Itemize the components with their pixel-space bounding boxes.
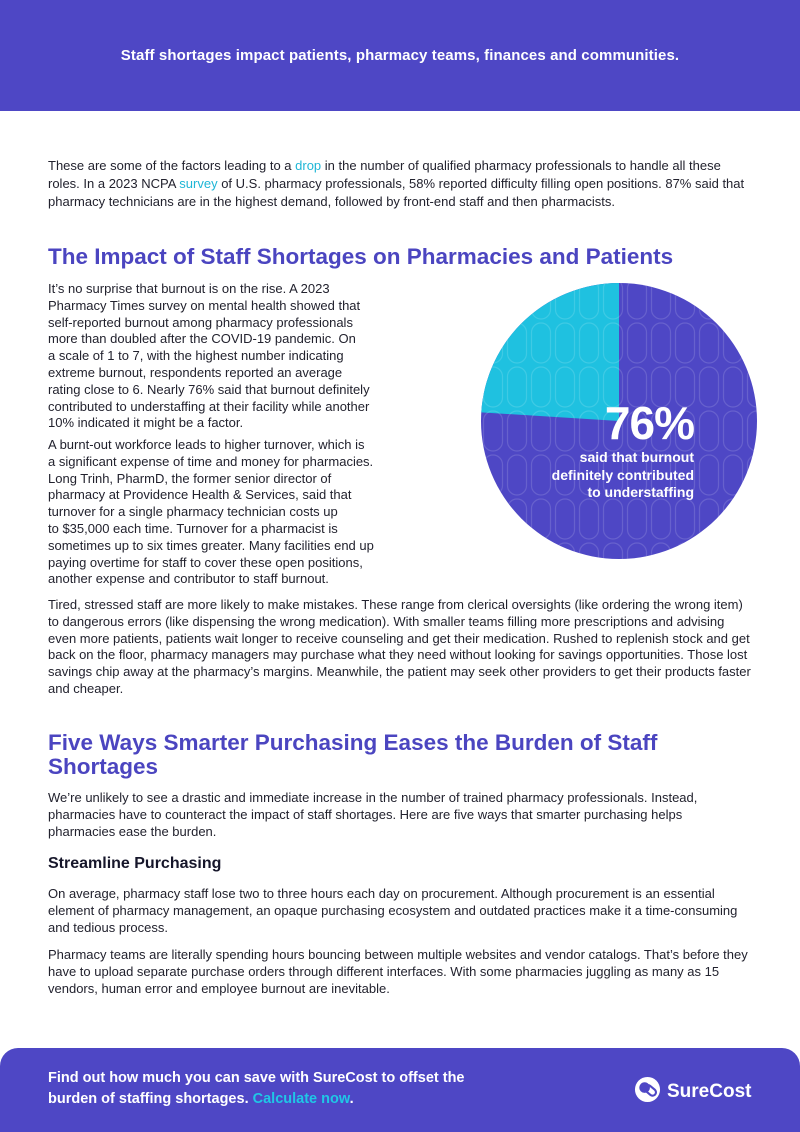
impact-p1-line: extreme burnout, respondents reported an average [48,364,343,380]
impact-p1-line: It’s no surprise that burnout is on the rise. A 2023 [48,281,330,296]
impact-p2-line: to $35,000 each time. Turnover for a pharmacist is [48,520,338,536]
footer-cta-line-2: burden of staffing shortages. [48,1091,253,1107]
five-ways-heading-line: Five Ways Smarter Purchasing Eases the Burden of Staff [48,730,658,755]
impact-p1-line: Pharmacy Times survey on mental health showed that [48,297,361,313]
intro-text-2: in the number of qualified pharmacy professionals to handle all these roles. In a 2023 NCPA [48,158,721,191]
impact-p1-line: contributed to understaffing at their facility while another [48,398,370,414]
five-ways-intro: We’re unlikely to see a drastic and immediate increase in the number of trained pharmacy professionals. Instead, pharmacies have to counteract the impact of staff shortages. Here are five ways that smarter purchasing helps pharmacies ease the burden. [48,790,698,839]
intro-paragraph [48,157,748,211]
impact-p2-line: A burnt-out workforce leads to higher turnover, which is [48,437,365,452]
impact-paragraph-3: Tired, stressed staff are more likely to make mistakes. These range from clerical oversights (like ordering the wrong item) to dangerous errors (like dispensing the wrong medication). With smaller teams filling more prescriptions and advising even more patients, patients wait longer to receive counseling and get their medication. Rushed to replenish stock and get back on the floor, pharmacy managers may purchase what they need without looking for savings opportunities. Those lost savings chip away at the pharmacy’s margins. Meanwhile, the patient may seek other providers to get their products faster and cheaper. [48,597,751,696]
impact-p2-line: Long Trinh, PharmD, the former senior director of [48,470,332,486]
footer-cta-line-1: Find out how much you can save with SureCost to offset the [48,1070,465,1086]
stat-caption-line: to understaffing [587,484,694,500]
surecost-logo [634,1076,751,1108]
impact-p1-line: 10% indicated it might be a factor. [48,415,244,431]
impact-p2-line: turnover for a single pharmacy technician costs up [48,504,338,520]
stat-caption-line: said that burnout [579,449,694,465]
drop-link[interactable]: drop [295,158,322,173]
impact-paragraph-2 [48,437,393,588]
impact-p2-line: a significant expense of time and money for pharmacies. [48,453,374,469]
impact-p2-line: sometimes up to six times greater. Many facilities end up [48,537,374,553]
stat-number: 76% [604,397,694,449]
five-ways-heading-line: Shortages [48,754,159,779]
streamline-purchasing-heading: Streamline Purchasing [48,855,222,872]
impact-p1-line: more than doubled after the COVID-19 pandemic. On [48,331,356,347]
surecost-logo-icon [634,1076,661,1108]
survey-link[interactable]: survey [179,176,218,191]
impact-paragraph-1 [48,281,393,432]
streamline-paragraph-2: Pharmacy teams are literally spending hours bouncing between multiple websites and vendor catalogs. That’s before they have to upload separate purchase orders through different interfaces. With some pharmacies juggling as many as 15 vendors, human error and employee burnout are inevitable. [48,947,748,996]
impact-p2-line: paying overtime for staff to cover these open positions, [48,554,363,570]
header-banner-text: Staff shortages impact patients, pharmacy teams, finances and communities. [120,47,680,64]
five-ways-heading [48,731,768,779]
streamline-paragraph-1: On average, pharmacy staff lose two to three hours each day on procurement. Although procurement is an essential element of pharmacy management, an opaque purchasing ecosystem and outdated practices make it a time-consuming and tedious process. [48,886,738,935]
header-banner [0,0,800,111]
footer-cta-period: . [349,1091,354,1107]
surecost-brand-name: SureCost [667,1081,752,1102]
intro-text-1: These are some of the factors leading to a [48,158,296,173]
impact-p2-line: another expense and contributor to staff burnout. [48,571,329,587]
stat-caption-line: definitely contributed [551,466,694,483]
impact-p1-line: self-reported burnout among pharmacy professionals [48,314,353,330]
stat-caption [481,449,694,502]
impact-heading: The Impact of Staff Shortages on Pharmacies and Patients [48,244,674,269]
calculate-now-link[interactable]: Calculate now [252,1091,350,1107]
footer-cta-text [48,1068,528,1110]
impact-p1-line: rating close to 6. Nearly 76% said that burnout definitely [48,381,370,397]
intro-text-3: of U.S. pharmacy professionals, 58% reported difficulty filling open positions. 87% said that pharmacy technicians are in the highest demand, followed by front-end staff and then pharmacists. [48,176,745,209]
impact-p1-line: a scale of 1 to 7, with the highest number indicating [48,348,344,364]
burnout-stat-overlay [481,398,694,502]
footer-cta-banner [0,1048,800,1132]
impact-p2-line: pharmacy at Providence Health & Services, said that [48,487,352,503]
